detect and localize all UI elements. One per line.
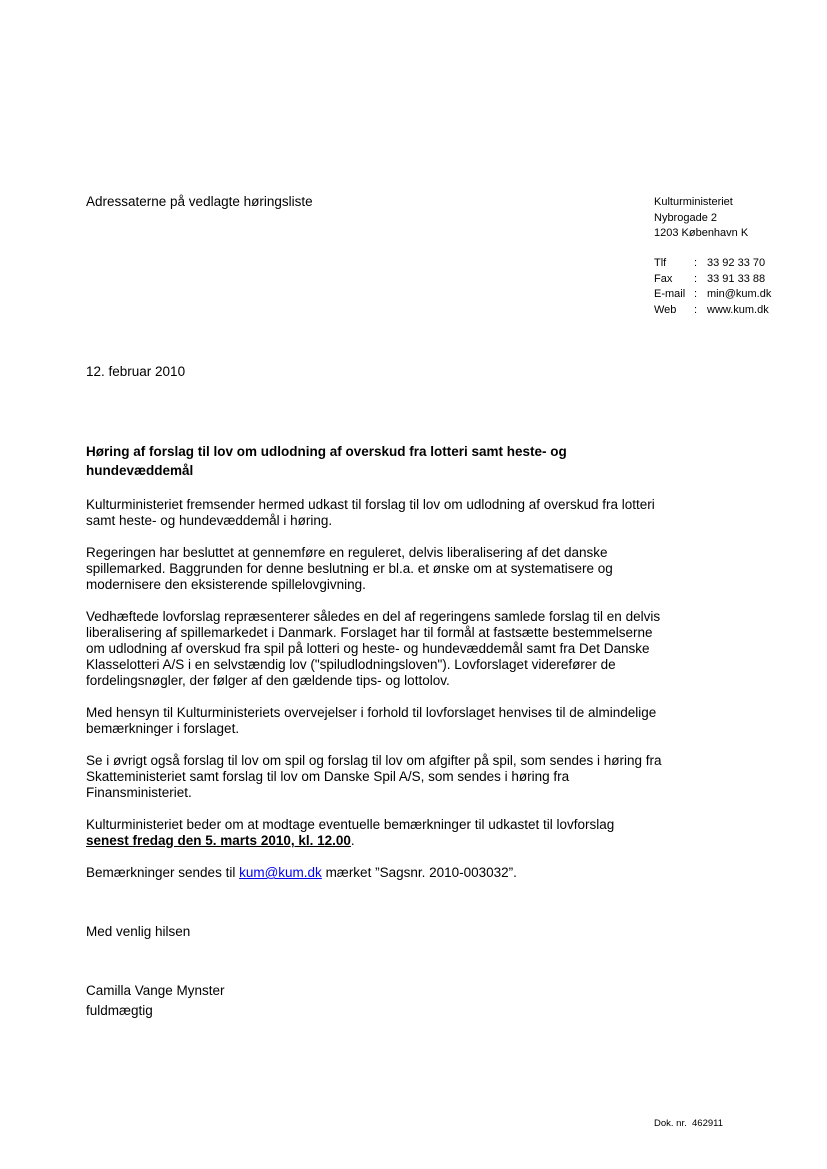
- submission-paragraph: [86, 865, 666, 881]
- contact-label: Fax: [654, 272, 673, 285]
- contact-value: 33 92 33 70: [707, 257, 766, 269]
- signer-title: fuldmægtig: [86, 1003, 153, 1018]
- deadline-intro: Kulturministeriet beder om at modtage eventuelle bemærkninger til udkastet til lovforslag: [86, 817, 615, 832]
- contact-separator: :: [694, 288, 698, 300]
- body-paragraph: Vedhæftede lovforslag repræsenterer således en del af regeringens samlede forslag til en delvis liberalisering af spillemarkedet i Danmark. Forslaget har til formål at fastsætte bestemmelserne om udlodning af overskud fra spil på lotteri og heste- og hundevæddemål samt fra Det Danske Klasselotteri A/S i en selvstændig lov ("spiludlodningsloven"). Lovforslaget viderefører de fordelingsnøgler, der følger af den gældende tips- og lottolov.: [86, 609, 661, 688]
- contact-separator: :: [694, 272, 698, 285]
- letter-subject: Høring af forslag til lov om udlodning af overskud fra lotteri samt heste- og hundevæddemål: [86, 444, 567, 478]
- body-paragraph: Se i øvrigt også forslag til lov om spil og forslag til lov om afgifter på spil, som sendes i høring fra Skatteministeriet samt forslag til lov om Danske Spil A/S, som sendes i høring fra Finansministeriet.: [86, 753, 662, 800]
- contact-row-fax: [654, 272, 771, 288]
- recipient-line: Adressaterne på vedlagte høringsliste: [86, 194, 313, 209]
- contact-value: 33 91 33 88: [707, 272, 766, 285]
- contact-details: [654, 256, 771, 318]
- signer-name: Camilla Vange Mynster: [86, 983, 225, 998]
- contact-label: Web: [654, 303, 677, 316]
- submission-intro: Bemærkninger sendes til: [86, 865, 240, 880]
- contact-separator: :: [694, 257, 698, 269]
- sender-street: Nybrogade 2: [654, 211, 717, 224]
- submission-case-number: mærket ”Sagsnr. 2010-003032”.: [321, 865, 517, 880]
- closing-line: Med venlig hilsen: [86, 924, 191, 939]
- deadline-end: .: [350, 833, 355, 848]
- contact-row-web: [654, 303, 771, 319]
- contact-row-phone: [654, 256, 771, 272]
- email-link[interactable]: kum@kum.dk: [239, 865, 322, 880]
- body-paragraph: Med hensyn til Kulturministeriets overvejelser i forhold til lovforslaget henvises til de almindelige bemærkninger i forslaget.: [86, 705, 657, 736]
- deadline-paragraph: [86, 817, 666, 849]
- sender-address: [654, 195, 748, 242]
- contact-row-email: [654, 287, 771, 303]
- body-paragraph: Regeringen har besluttet at gennemføre en reguleret, delvis liberalisering af det danske spillemarked. Baggrunden for denne beslutning er bl.a. et ønske om at systematisere og modernisere den eksisterende spillelovgivning.: [86, 545, 613, 592]
- contact-label: Tlf: [654, 257, 667, 269]
- letter-date: 12. februar 2010: [86, 364, 186, 379]
- contact-value: www.kum.dk: [707, 303, 769, 316]
- document-number: Dok. nr. 462911: [654, 1118, 724, 1129]
- sender-name: Kulturministeriet: [654, 196, 733, 208]
- contact-value: min@kum.dk: [707, 288, 772, 300]
- body-paragraph: Kulturministeriet fremsender hermed udkast til forslag til lov om udlodning af overskud fra lotteri samt heste- og hundevæddemål i høring.: [86, 497, 655, 528]
- contact-label: E-mail: [654, 288, 686, 300]
- sender-city: 1203 København K: [654, 227, 749, 239]
- contact-separator: :: [694, 303, 698, 316]
- deadline-date: senest fredag den 5. marts 2010, kl. 12.00: [86, 833, 351, 848]
